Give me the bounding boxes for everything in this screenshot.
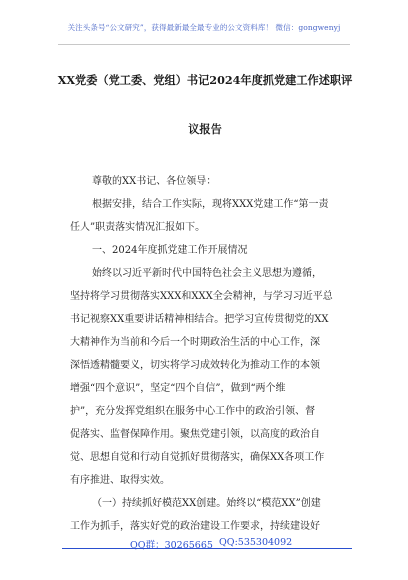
paragraph-3-line: 工作为抓手，落实好党的政治建设工作要求，持续建设好 xyxy=(70,521,320,532)
paragraph-2-line: 深悟透精髓要义，切实将学习成效转化为推动工作的本领 xyxy=(70,360,320,371)
footer-qq-group: QQ群：30265665 xyxy=(130,540,213,551)
paragraph-1-line: 任人”职责落实情况汇报如下。 xyxy=(70,222,206,233)
document-title-line1: XX党委（党工委、党组）书记2024年度抓党建工作述职评 xyxy=(57,73,353,87)
paragraph-3-line: （一）持续抓好模范XX创建。始终以“模范XX”创建 xyxy=(92,498,321,509)
paragraph-2-line: 有序推进、取得实效。 xyxy=(70,475,170,486)
paragraph-2-line: 始终以习近平新时代中国特色社会主义思想为遵循， xyxy=(92,268,322,279)
promo-header: 关注头条号“公文研究”，获得最新最全最专业的公文资料库！ 微信：gongwenyj xyxy=(67,23,341,32)
paragraph-2-line: 增强“四个意识”，坚定“四个自信”，做到“两个维 xyxy=(70,383,286,394)
section-heading-1: 一、2024年度抓党建工作开展情况 xyxy=(92,245,248,256)
footer-qq-contact: QQ:535304092 xyxy=(219,537,293,548)
paragraph-2-line: 护”，充分发挥党组织在服务中心工作中的政治引领、督 xyxy=(70,406,316,417)
document-title-line2: 议报告 xyxy=(188,122,222,136)
paragraph-2-line: 坚持将学习贯彻落实XXX和XXX全会精神，与学习习近平总 xyxy=(70,291,333,302)
paragraph-1-line: 根据安排，结合工作实际，现将XXX党建工作“第一责 xyxy=(92,199,329,210)
paragraph-2-line: 书记视察XX重要讲话精神相结合。把学习宣传贯彻党的XX xyxy=(70,314,329,325)
paragraph-2-line: 促落实、监督保障作用。聚焦党建引领，以高度的政治自 xyxy=(70,429,320,440)
salutation: 尊敬的XX书记、各位领导： xyxy=(92,176,217,187)
paragraph-2-line: 觉、思想自觉和行动自觉抓好贯彻落实，确保XX各项工作 xyxy=(70,452,325,463)
header-divider xyxy=(58,44,350,45)
paragraph-2-line: 大精神作为当前和今后一个时期政治生活的中心工作，深 xyxy=(70,337,320,348)
footer-divider xyxy=(62,548,352,549)
